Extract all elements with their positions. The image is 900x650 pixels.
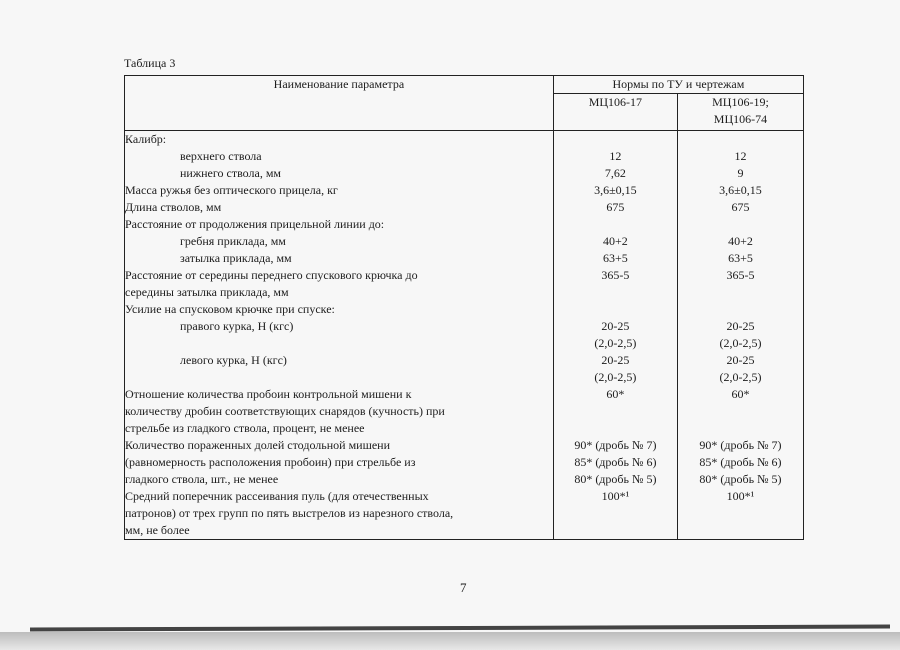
value-line (678, 216, 803, 233)
value-line: (2,0-2,5) (719, 336, 762, 350)
param-line: Расстояние от середины переднего спускового крючка до (125, 268, 418, 282)
param-line: Усилие на спусковом крючке при спуске: (125, 302, 335, 316)
param-line: стрельбе из гладкого ствола, процент, не менее (125, 421, 365, 435)
param-line: середины затылка приклада, мм (125, 285, 289, 299)
specification-table (124, 75, 804, 540)
param-line: Калибр: (125, 132, 167, 146)
param-line: Расстояние от продолжения прицельной линии до: (125, 217, 385, 231)
param-line (125, 369, 553, 386)
value-line (678, 131, 803, 148)
value-line: 40+2 (728, 234, 753, 248)
param-line: правого курка, Н (кгс) (180, 319, 294, 333)
param-line: количеству дробин соответствующих снарядов (кучность) при (125, 404, 445, 418)
value-line: (2,0-2,5) (594, 370, 637, 384)
param-line: гладкого ствола, шт., не менее (125, 472, 279, 486)
model-2-values-cell (677, 131, 803, 540)
value-line: 80* (дробь № 5) (699, 472, 782, 486)
param-line: Средний поперечник рассеивания пуль (для отечественных (125, 489, 429, 503)
value-line (554, 284, 677, 301)
value-line: 365-5 (601, 268, 630, 282)
model-2-label-line-1: МЦ106-19; (712, 95, 769, 109)
value-line: 12 (734, 149, 747, 163)
value-line: 63+5 (728, 251, 753, 265)
value-line: 675 (731, 200, 750, 214)
value-line (554, 216, 677, 233)
param-line: (равномерность расположения пробоин) при стрельбе из (125, 455, 416, 469)
param-line: гребня приклада, мм (180, 234, 286, 248)
value-line (554, 522, 677, 539)
value-line: 20-25 (601, 319, 630, 333)
value-line: 85* (дробь № 6) (699, 455, 782, 469)
value-line (678, 403, 803, 420)
param-line: Отношение количества пробоин контрольной мишени к (125, 387, 412, 401)
value-line: 3,6±0,15 (719, 183, 762, 197)
value-line (678, 284, 803, 301)
value-line (678, 301, 803, 318)
value-line (554, 301, 677, 318)
param-line: верхнего ствола (180, 149, 262, 163)
param-line: затылка приклада, мм (180, 251, 292, 265)
value-line: 20-25 (726, 353, 755, 367)
value-line (678, 522, 803, 539)
value-line: 60* (731, 387, 750, 401)
model-1-values-cell (553, 131, 677, 540)
header-model-1 (553, 94, 677, 131)
value-line: 100*¹ (726, 489, 755, 503)
value-line: (2,0-2,5) (594, 336, 637, 350)
value-line: 63+5 (602, 251, 628, 265)
header-parameter-name: Наименование параметра (125, 76, 554, 131)
value-line (678, 505, 803, 522)
header-norms-group: Нормы по ТУ и чертежам (553, 76, 803, 94)
value-line: 100*¹ (601, 489, 630, 503)
model-2-label-line-2: МЦ106-74 (713, 112, 768, 126)
table-caption: Таблица 3 (124, 56, 176, 70)
value-line: 60* (606, 387, 625, 401)
value-line (554, 505, 677, 522)
value-line: 80* (дробь № 5) (574, 472, 657, 486)
value-line: 675 (606, 200, 625, 214)
value-line: 3,6±0,15 (594, 183, 637, 197)
value-line: 90* (дробь № 7) (574, 438, 657, 452)
value-line: 12 (609, 149, 622, 163)
param-line: нижнего ствола, мм (180, 166, 282, 180)
body-row (125, 131, 804, 540)
parameter-names-cell (125, 131, 554, 540)
value-line: 85* (дробь № 6) (574, 455, 657, 469)
param-line: Масса ружья без оптического прицела, кг (125, 183, 338, 197)
param-line: Количество пораженных долей стодольной мишени (125, 438, 391, 452)
value-line: 20-25 (726, 319, 755, 333)
param-line: мм, не более (125, 523, 190, 537)
model-1-label: МЦ106-17 (588, 95, 643, 109)
page-number: 7 (460, 580, 467, 595)
param-line: левого курка, Н (кгс) (180, 353, 287, 367)
value-line: 90* (дробь № 7) (699, 438, 782, 452)
param-line: Длина стволов, мм (125, 200, 222, 214)
param-line (125, 335, 553, 352)
value-line: 365-5 (726, 268, 755, 282)
header-row-1 (125, 76, 804, 94)
value-line: 40+2 (602, 234, 628, 248)
value-line: 20-25 (601, 353, 630, 367)
value-line (554, 131, 677, 148)
value-line: 7,62 (604, 166, 626, 180)
page-shadow (0, 632, 900, 650)
value-line: 9 (737, 166, 744, 180)
value-line (554, 420, 677, 437)
page-bottom-edge (30, 624, 890, 631)
param-line: патронов) от трех групп по пять выстрелов из нарезного ствола, (125, 506, 454, 520)
value-line (678, 420, 803, 437)
value-line: (2,0-2,5) (719, 370, 762, 384)
value-line (554, 403, 677, 420)
header-model-2 (677, 94, 803, 131)
